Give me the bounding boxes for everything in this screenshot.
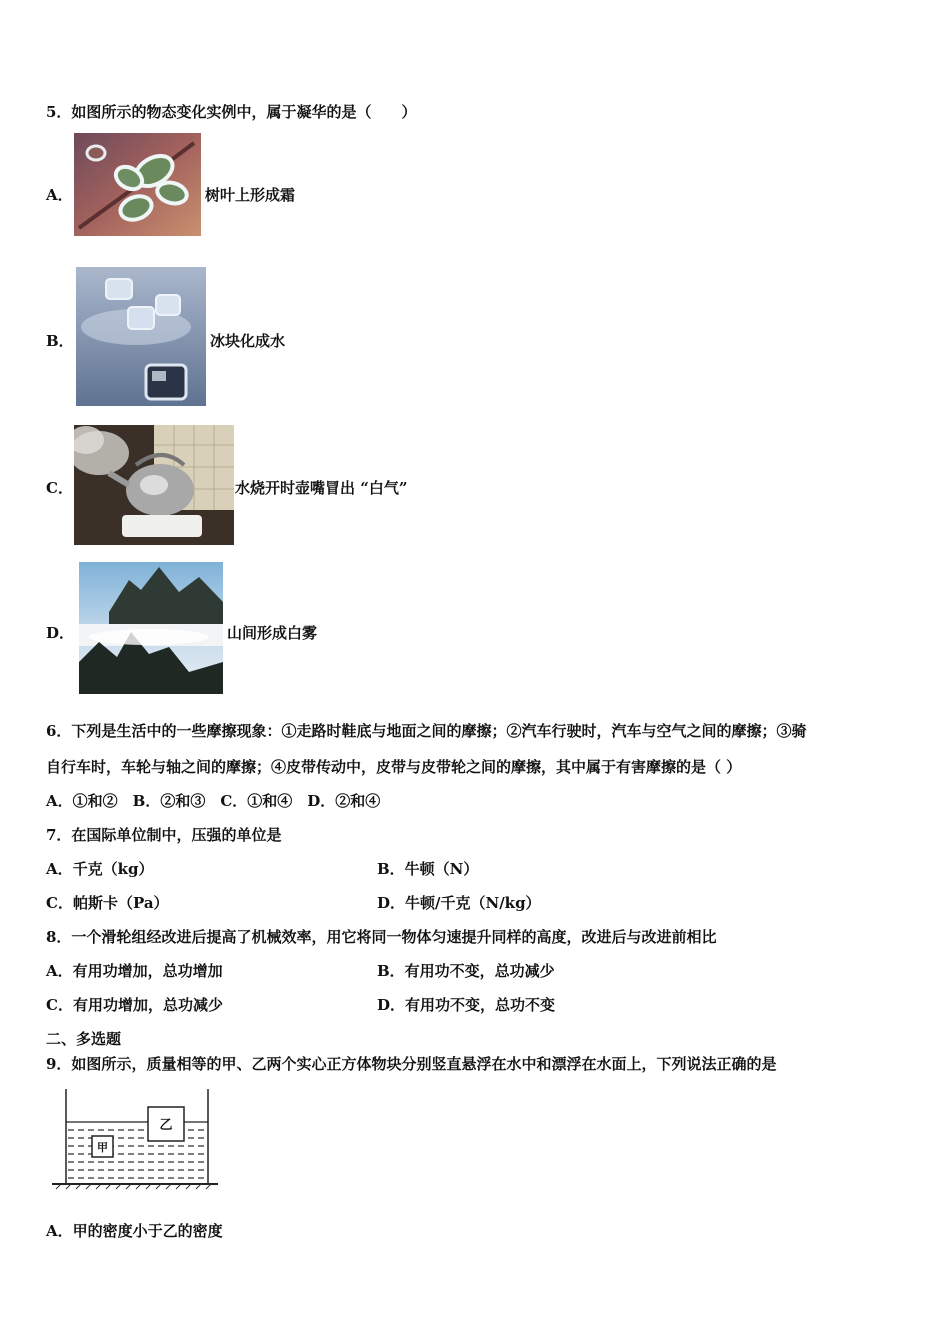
q8-option-c: C．有用功增加，总功减少 [46, 996, 223, 1014]
block-jia-label: 甲 [97, 1141, 108, 1154]
q7-option-c: C．帕斯卡（Pa） [46, 894, 169, 912]
q5-option-c-text: 水烧开时壶嘴冒出 “白气” [235, 479, 408, 497]
q5-option-a-letter: A． [46, 186, 73, 204]
water-tank-diagram [48, 1085, 220, 1195]
q8-option-b: B．有用功不变，总功减少 [377, 962, 555, 980]
q7-stem: 7．在国际单位制中，压强的单位是 [46, 826, 282, 844]
q6-stem-line1: 6．下列是生活中的一些摩擦现象：①走路时鞋底与地面之间的摩擦；②汽车行驶时，汽车与空气之间的摩擦；③骑 [46, 722, 807, 740]
boiling-kettle-photo [74, 425, 234, 545]
q7-option-a: A．千克（kg） [46, 860, 154, 878]
q7-option-d: D．牛顿/千克（N/kg） [377, 894, 541, 912]
q5-stem: 5．如图所示的物态变化实例中，属于凝华的是（ ） [46, 103, 417, 121]
q5-option-d-letter: D． [46, 624, 75, 642]
section-title-multiple-choice: 二、多选题 [46, 1030, 122, 1048]
block-yi-label: 乙 [159, 1118, 173, 1133]
q5-option-a-text: 树叶上形成霜 [205, 186, 296, 204]
q8-option-a: A．有用功增加，总功增加 [46, 962, 223, 980]
q7-option-b: B．牛顿（N） [377, 860, 479, 878]
q5-option-d-text: 山间形成白雾 [227, 624, 318, 642]
q5-option-c-letter: C． [46, 479, 73, 497]
q9-option-a: A．甲的密度小于乙的密度 [46, 1222, 223, 1240]
q8-option-d: D．有用功不变，总功不变 [377, 996, 556, 1014]
q6-stem-line2: 自行车时，车轮与轴之间的摩擦；④皮带传动中，皮带与皮带轮之间的摩擦，其中属于有害摩擦的是（ ） [46, 758, 742, 776]
melting-ice-photo [76, 267, 206, 406]
q5-option-b-letter: B． [46, 332, 74, 350]
q5-option-b-text: 冰块化成水 [210, 332, 286, 350]
mountain-fog-photo [79, 562, 223, 694]
q9-stem: 9．如图所示，质量相等的甲、乙两个实心正方体物块分别竖直悬浮在水中和漂浮在水面上，下列说法正确的是 [46, 1055, 777, 1073]
q6-options: A．①和② B．②和③ C．①和④ D．②和④ [46, 792, 381, 810]
q8-stem: 8．一个滑轮组经改进后提高了机械效率，用它将同一物体匀速提升同样的高度，改进后与改进前相比 [46, 928, 717, 946]
frost-leaf-photo [74, 133, 201, 236]
